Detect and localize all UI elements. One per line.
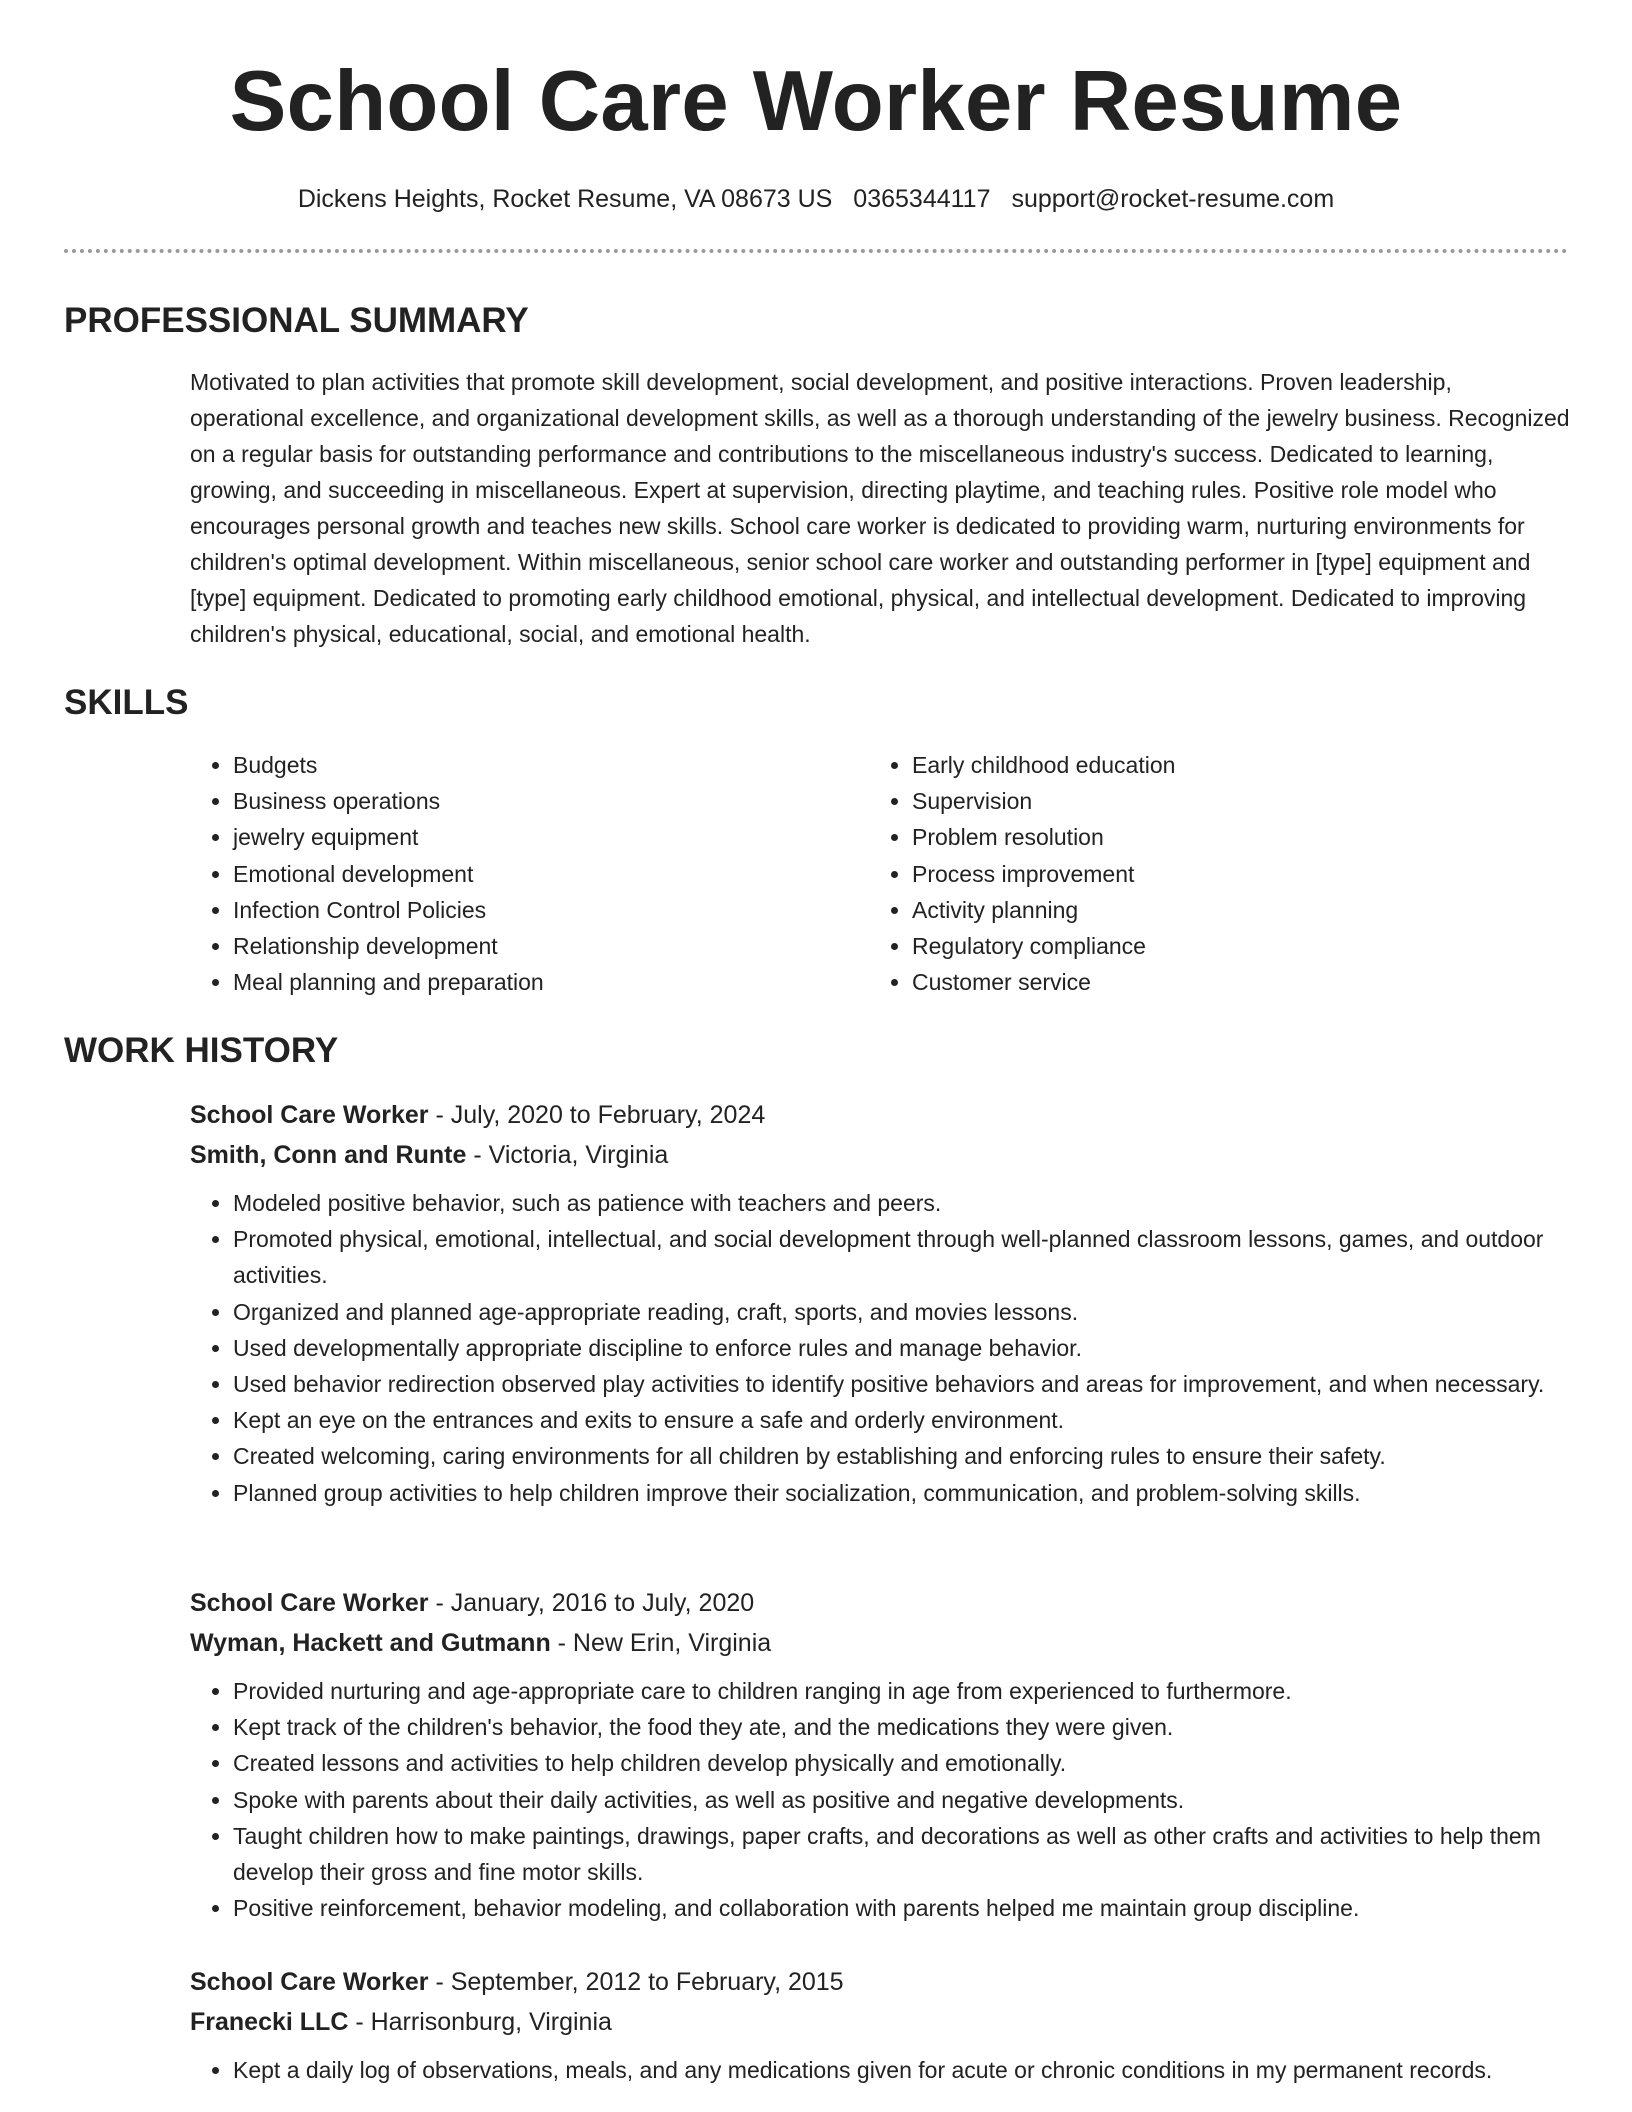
job-bullet: • Spoke with parents about their daily activities, as well as positive and negative developments. [233, 1782, 1570, 1818]
job-company: Smith, Conn and Runte [190, 1141, 467, 1169]
job-bullet: • Used developmentally appropriate discipline to enforce rules and manage behavior. [233, 1330, 1570, 1366]
header-divider [64, 249, 1568, 253]
job-company: Wyman, Hackett and Gutmann [190, 1629, 551, 1657]
skill-item: • Business operations [233, 783, 833, 819]
skill-item: • Relationship development [233, 928, 833, 964]
skill-item: • jewelry equipment [233, 819, 833, 855]
job-location: - Victoria, Virginia [466, 1141, 669, 1169]
skill-item: • Infection Control Policies [233, 892, 833, 928]
job-title-line [190, 1962, 1570, 2002]
job-company-line [190, 1135, 1570, 1175]
job-bullet: • Kept a daily log of observations, meals, and any medications given for acute or chronic conditions in my permanent records. [233, 2052, 1570, 2088]
skills-heading: SKILLS [64, 683, 189, 722]
job-dates: - January, 2016 to July, 2020 [428, 1589, 755, 1617]
job-location: - New Erin, Virginia [550, 1629, 772, 1657]
contact-email: support@rocket-resume.com [1011, 185, 1335, 213]
job-title: School Care Worker [190, 1589, 429, 1617]
skill-item: • Regulatory compliance [912, 928, 1552, 964]
skills-list-left [190, 747, 833, 1000]
skill-item: • Activity planning [912, 892, 1552, 928]
contact-line [0, 182, 1632, 216]
job-bullet: • Provided nurturing and age-appropriate care to children ranging in age from experienced to furthermore. [233, 1673, 1570, 1709]
job-dates: - September, 2012 to February, 2015 [428, 1968, 844, 1996]
summary-heading: PROFESSIONAL SUMMARY [64, 301, 529, 340]
skill-item: • Supervision [912, 783, 1552, 819]
job-bullet: • Promoted physical, emotional, intellectual, and social development through well-planned classroom lessons, games, and outdoor activities. [233, 1221, 1570, 1293]
job-bullet: • Positive reinforcement, behavior modeling, and collaboration with parents helped me maintain group discipline. [233, 1890, 1570, 1926]
work-history-heading: WORK HISTORY [64, 1031, 339, 1070]
job-title-line [190, 1583, 1570, 1623]
job-dates: - July, 2020 to February, 2024 [428, 1101, 766, 1129]
job-location: - Harrisonburg, Virginia [348, 2008, 612, 2036]
page-title: School Care Worker Resume [229, 54, 1403, 149]
skill-item: • Problem resolution [912, 819, 1552, 855]
job-bullet: • Kept track of the children's behavior, the food they ate, and the medications they were given. [233, 1709, 1570, 1745]
job-bullet: • Kept an eye on the entrances and exits to ensure a safe and orderly environment. [233, 1402, 1570, 1438]
job-entry [190, 1962, 1570, 2088]
summary-text: Motivated to plan activities that promote skill development, social development, and positive interactions. Proven leadership, operational excellence, and organizational development skills, as well as a thorough understanding of the jewelry business. Recognized on a regular basis for outstanding performance and contributions to the miscellaneous industry's success. Dedicated to learning, growing, and succeeding in miscellaneous. Expert at supervision, directing playtime, and teaching rules. Positive role model who encourages personal growth and teaches new skills. School care worker is dedicated to providing warm, nurturing environments for children's optimal development. Within miscellaneous, senior school care worker and outstanding performer in [type] equipment and [type] equipment. Dedicated to promoting early childhood emotional, physical, and intellectual development. Dedicated to improving children's physical, educational, social, and emotional health. [190, 369, 1570, 647]
skill-item: • Early childhood education [912, 747, 1552, 783]
job-bullets [190, 1673, 1570, 1926]
contact-address: Dickens Heights, Rocket Resume, VA 08673 US [297, 185, 833, 213]
job-bullet: • Planned group activities to help children improve their socialization, communication, and problem-solving skills. [233, 1475, 1570, 1511]
job-title: School Care Worker [190, 1968, 429, 1996]
job-bullet: • Used behavior redirection observed play activities to identify positive behaviors and areas for improvement, and when necessary. [233, 1366, 1570, 1402]
skill-item: • Process improvement [912, 856, 1552, 892]
job-bullet: • Created lessons and activities to help children develop physically and emotionally. [233, 1745, 1570, 1781]
job-bullet: • Taught children how to make paintings, drawings, paper crafts, and decorations as well as other crafts and activities to help them develop their gross and fine motor skills. [233, 1818, 1570, 1890]
contact-phone: 0365344117 [853, 185, 991, 213]
job-entry [190, 1583, 1570, 1926]
job-bullet: • Modeled positive behavior, such as patience with teachers and peers. [233, 1185, 1570, 1221]
skills-list-right [869, 747, 1552, 1000]
job-bullets [190, 1185, 1570, 1511]
job-company-line [190, 2002, 1570, 2042]
job-company-line [190, 1623, 1570, 1663]
job-bullet: • Created welcoming, caring environments for all children by establishing and enforcing rules to ensure their safety. [233, 1438, 1570, 1474]
job-title-line [190, 1095, 1570, 1135]
job-bullet: • Organized and planned age-appropriate reading, craft, sports, and movies lessons. [233, 1294, 1570, 1330]
skill-item: • Customer service [912, 964, 1552, 1000]
skill-item: • Meal planning and preparation [233, 964, 833, 1000]
job-company: Franecki LLC [190, 2008, 349, 2036]
job-title: School Care Worker [190, 1101, 429, 1129]
job-entry [190, 1095, 1570, 1511]
job-bullets [190, 2052, 1570, 2088]
skill-item: • Budgets [233, 747, 833, 783]
skill-item: • Emotional development [233, 856, 833, 892]
